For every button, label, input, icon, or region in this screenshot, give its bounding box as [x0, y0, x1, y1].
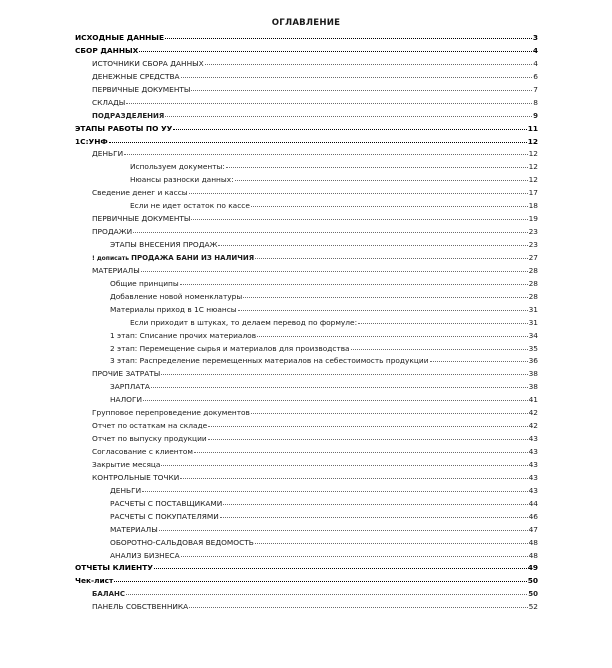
toc-entry-label: 3 этап: Распределение перемещенных материалов на себестоимость продукции [110, 356, 429, 366]
toc-entry-page-number: 46 [528, 511, 538, 521]
toc-entry-page-number: 31 [528, 304, 538, 314]
dot-leader [220, 517, 528, 518]
toc-entry-label: ПОДРАЗДЕЛЕНИЯ [92, 111, 165, 120]
toc-entry-page-number: 23 [528, 240, 538, 249]
dot-leader [235, 180, 528, 181]
dot-leader [133, 232, 527, 233]
toc-entry[interactable] [75, 575, 538, 588]
toc-entry[interactable] [75, 110, 538, 123]
toc-entry-page-number: 43 [528, 472, 538, 482]
dot-leader [151, 387, 528, 388]
toc-entry[interactable] [75, 123, 538, 136]
dot-leader [191, 219, 527, 220]
dot-leader [257, 336, 528, 337]
toc-entry[interactable] [75, 498, 538, 511]
toc-entry-page-number: 28 [528, 265, 538, 275]
toc-entry-page-number: 4 [533, 58, 538, 68]
toc-entry-page-number: 43 [528, 459, 538, 469]
toc-entry-page-number: 19 [528, 214, 538, 224]
table-of-contents [75, 32, 538, 614]
toc-entry-label: Сведение денег и кассы [92, 188, 188, 198]
toc-entry-label: 1 этап: Списание прочих материалов [110, 330, 257, 340]
toc-entry[interactable] [75, 550, 538, 563]
toc-entry-page-number: 6 [533, 71, 538, 81]
toc-entry-page-number: 48 [528, 550, 538, 560]
toc-entry-label: ПРОЧИЕ ЗАТРАТЫ [92, 369, 161, 379]
dot-leader [124, 154, 527, 155]
toc-entry[interactable] [75, 161, 538, 174]
dot-leader [165, 38, 532, 39]
toc-entry-page-number: 7 [533, 84, 538, 94]
dot-leader [223, 504, 527, 505]
toc-entry-page-number: 12 [528, 149, 538, 159]
toc-entry-label: ДЕНЬГИ [92, 149, 124, 159]
toc-entry-page-number: 43 [528, 447, 538, 456]
toc-entry[interactable] [75, 330, 538, 343]
toc-entry-page-number: 36 [528, 356, 538, 366]
toc-entry-prefix: ! дописать [92, 254, 132, 262]
toc-entry-label: РАСЧЕТЫ С ПОКУПАТЕЛЯМИ [110, 511, 219, 521]
toc-entry[interactable] [75, 601, 538, 614]
toc-entry[interactable] [75, 420, 538, 433]
toc-entry-label: Если не идет остаток по кассе [130, 201, 250, 211]
toc-entry-page-number: 34 [528, 330, 538, 340]
toc-entry-label: ПРОДАЖА БАНИ ИЗ НАЛИЧИЯ [131, 253, 255, 262]
toc-entry-label: ДЕНЬГИ [110, 485, 142, 495]
toc-entry-page-number: 17 [528, 188, 538, 198]
toc-entry-page-number: 42 [528, 408, 538, 418]
toc-entry-label: ДЕНЕЖНЫЕ СРЕДСТВА [92, 71, 180, 81]
toc-entry-label: ЭТАПЫ РАБОТЫ ПО УУ [75, 123, 173, 133]
toc-entry-page-number: 38 [528, 369, 538, 379]
toc-entry-label: Если приходит в штуках, то делаем перевод по формуле: [130, 317, 358, 327]
toc-entry-label: ИСТОЧНИКИ СБОРА ДАННЫХ [92, 58, 204, 68]
toc-entry[interactable] [75, 446, 538, 459]
dot-leader [191, 90, 532, 91]
toc-entry-label: РАСЧЕТЫ С ПОСТАВЩИКАМИ [110, 498, 223, 508]
toc-entry-label: Согласование с клиентом [92, 447, 194, 456]
toc-entry-page-number: 50 [528, 590, 538, 599]
dot-leader [181, 77, 533, 78]
toc-entry[interactable] [75, 537, 538, 550]
toc-entry-label: Групповое перепроведение документов [92, 408, 250, 418]
toc-entry[interactable] [75, 239, 538, 252]
toc-entry[interactable] [75, 524, 538, 537]
toc-entry-label: Отчет по остаткам на складе [92, 421, 208, 431]
toc-entry-page-number: 47 [528, 524, 538, 534]
toc-entry[interactable] [75, 562, 538, 575]
toc-entry[interactable] [75, 71, 538, 84]
dot-leader [251, 206, 528, 207]
dot-leader [126, 594, 527, 595]
dot-leader [194, 452, 528, 453]
dot-leader [255, 543, 528, 544]
toc-entry-page-number: 28 [528, 278, 538, 288]
dot-leader [226, 167, 528, 168]
toc-entry[interactable] [75, 511, 538, 524]
toc-entry-label: МАТЕРИАЛЫ [92, 265, 140, 275]
toc-entry-label: Добавление новой номенклатуры [110, 291, 243, 301]
toc-entry-page-number: 48 [528, 537, 538, 547]
toc-entry-page-number: 12 [528, 162, 538, 172]
toc-entry[interactable] [75, 291, 538, 304]
toc-entry[interactable] [75, 213, 538, 226]
dot-leader [218, 245, 527, 246]
toc-entry-label: ПЕРВИЧНЫЕ ДОКУМЕНТЫ [92, 214, 191, 224]
toc-entry-page-number: 8 [533, 97, 538, 107]
dot-leader [358, 323, 528, 324]
toc-entry-page-number: 44 [528, 498, 538, 508]
toc-entry-label: Используем документы: [130, 162, 225, 172]
dot-leader [181, 556, 528, 557]
toc-entry[interactable] [75, 355, 538, 368]
toc-entry[interactable] [75, 136, 538, 149]
dot-leader [142, 491, 527, 492]
toc-entry-page-number: 18 [528, 201, 538, 211]
toc-entry[interactable] [75, 226, 538, 239]
toc-entry[interactable] [75, 368, 538, 381]
dot-leader [351, 349, 528, 350]
toc-entry-label: КОНТРОЛЬНЫЕ ТОЧКИ [92, 472, 180, 482]
toc-entry[interactable] [75, 381, 538, 394]
toc-entry-label: СБОР ДАННЫХ [75, 45, 139, 55]
toc-entry[interactable] [75, 252, 538, 265]
toc-entry[interactable] [75, 174, 538, 187]
dot-leader [189, 607, 527, 608]
toc-entry-label: Материалы приход в 1С нюансы [110, 304, 237, 314]
toc-entry[interactable] [75, 200, 538, 213]
toc-entry-label: 1С:УНФ [75, 136, 108, 146]
toc-entry-label: Отчет по выпуску продукции [92, 434, 207, 444]
toc-entry[interactable] [75, 588, 538, 601]
toc-entry[interactable] [75, 304, 538, 317]
toc-entry[interactable] [75, 97, 538, 110]
toc-entry-label: НАЛОГИ [110, 395, 143, 405]
dot-leader [143, 400, 528, 401]
toc-entry[interactable] [75, 407, 538, 420]
toc-entry-label: ЭТАПЫ ВНЕСЕНИЯ ПРОДАЖ [110, 240, 218, 249]
toc-title: ОГЛАВЛЕНИЕ [271, 18, 341, 28]
toc-entry-page-number: 49 [527, 563, 538, 573]
toc-entry-page-number: 23 [528, 227, 538, 237]
dot-leader [208, 439, 528, 440]
dot-leader [109, 142, 527, 143]
toc-entry[interactable] [75, 317, 538, 330]
dot-leader [430, 361, 528, 362]
dot-leader [208, 426, 527, 427]
toc-entry-label: ОБОРОТНО-САЛЬДОВАЯ ВЕДОМОСТЬ [110, 537, 254, 547]
toc-entry[interactable] [75, 148, 538, 161]
toc-entry[interactable] [75, 278, 538, 291]
toc-entry-page-number: 12 [527, 136, 538, 146]
dot-leader [161, 374, 527, 375]
toc-entry[interactable] [75, 32, 538, 45]
toc-entry-page-number: 35 [528, 343, 538, 353]
dot-leader [243, 297, 527, 298]
toc-entry-label: СКЛАДЫ [92, 97, 126, 107]
toc-entry-page-number: 28 [528, 291, 538, 301]
toc-entry[interactable] [75, 394, 538, 407]
toc-entry-label: АНАЛИЗ БИЗНЕСА [110, 550, 180, 560]
dot-leader [255, 258, 527, 259]
toc-entry-page-number: 31 [528, 317, 538, 327]
toc-entry[interactable] [75, 187, 538, 200]
toc-entry[interactable] [75, 45, 538, 58]
toc-entry-page-number: 42 [528, 421, 538, 431]
toc-entry[interactable] [75, 459, 538, 472]
toc-entry[interactable] [75, 84, 538, 97]
toc-entry[interactable] [75, 472, 538, 485]
dot-leader [180, 284, 528, 285]
toc-entry-page-number: 3 [532, 33, 538, 42]
toc-entry-label: Закрытие месяца [92, 459, 161, 469]
dot-leader [154, 568, 527, 569]
dot-leader [238, 310, 528, 311]
toc-entry-page-number: 50 [527, 576, 538, 586]
dot-leader [205, 64, 533, 65]
toc-entry-page-number: 12 [528, 175, 538, 185]
dot-leader [161, 465, 527, 466]
toc-entry[interactable] [75, 485, 538, 498]
toc-entry[interactable] [75, 58, 538, 71]
toc-entry[interactable] [75, 433, 538, 446]
toc-entry-page-number: 38 [528, 382, 538, 392]
dot-leader [126, 103, 532, 104]
toc-entry-label: ОТЧЕТЫ КЛИЕНТУ [75, 563, 153, 573]
toc-entry[interactable] [75, 265, 538, 278]
toc-entry-label: ПЕРВИЧНЫЕ ДОКУМЕНТЫ [92, 84, 191, 94]
dot-leader [173, 129, 526, 130]
dot-leader [159, 530, 528, 531]
toc-entry-page-number: 52 [528, 602, 538, 612]
dot-leader [141, 271, 528, 272]
toc-entry-label: БАЛАНС [92, 590, 125, 599]
toc-entry-label: ПАНЕЛЬ СОБСТВЕННИКА [92, 602, 189, 612]
toc-entry-label: Чек-лист [75, 576, 114, 586]
toc-entry-label: Нюансы разноски данных: [130, 175, 234, 185]
dot-leader [139, 51, 531, 52]
toc-entry-page-number: 11 [527, 123, 538, 133]
toc-entry-label: МАТЕРИАЛЫ [110, 524, 158, 534]
toc-entry-page-number: 43 [528, 434, 538, 444]
toc-entry-label: Общие принципы [110, 278, 179, 288]
toc-entry-page-number: 43 [528, 485, 538, 495]
dot-leader [114, 581, 526, 582]
dot-leader [251, 413, 528, 414]
toc-entry-label: ПРОДАЖИ [92, 227, 133, 237]
toc-entry-page-number: 41 [528, 395, 538, 405]
dot-leader [165, 116, 532, 117]
toc-entry-page-number: 4 [532, 45, 538, 55]
toc-entry-label: ЗАРПЛАТА [110, 382, 150, 392]
toc-entry-page-number: 9 [533, 111, 538, 120]
dot-leader [180, 478, 527, 479]
toc-entry-page-number: 27 [528, 252, 538, 262]
toc-entry-label: ИСХОДНЫЕ ДАННЫЕ [75, 33, 165, 42]
toc-entry[interactable] [75, 343, 538, 356]
toc-entry-label: 2 этап: Перемещение сырья и материалов для производства [110, 343, 350, 353]
dot-leader [189, 193, 528, 194]
